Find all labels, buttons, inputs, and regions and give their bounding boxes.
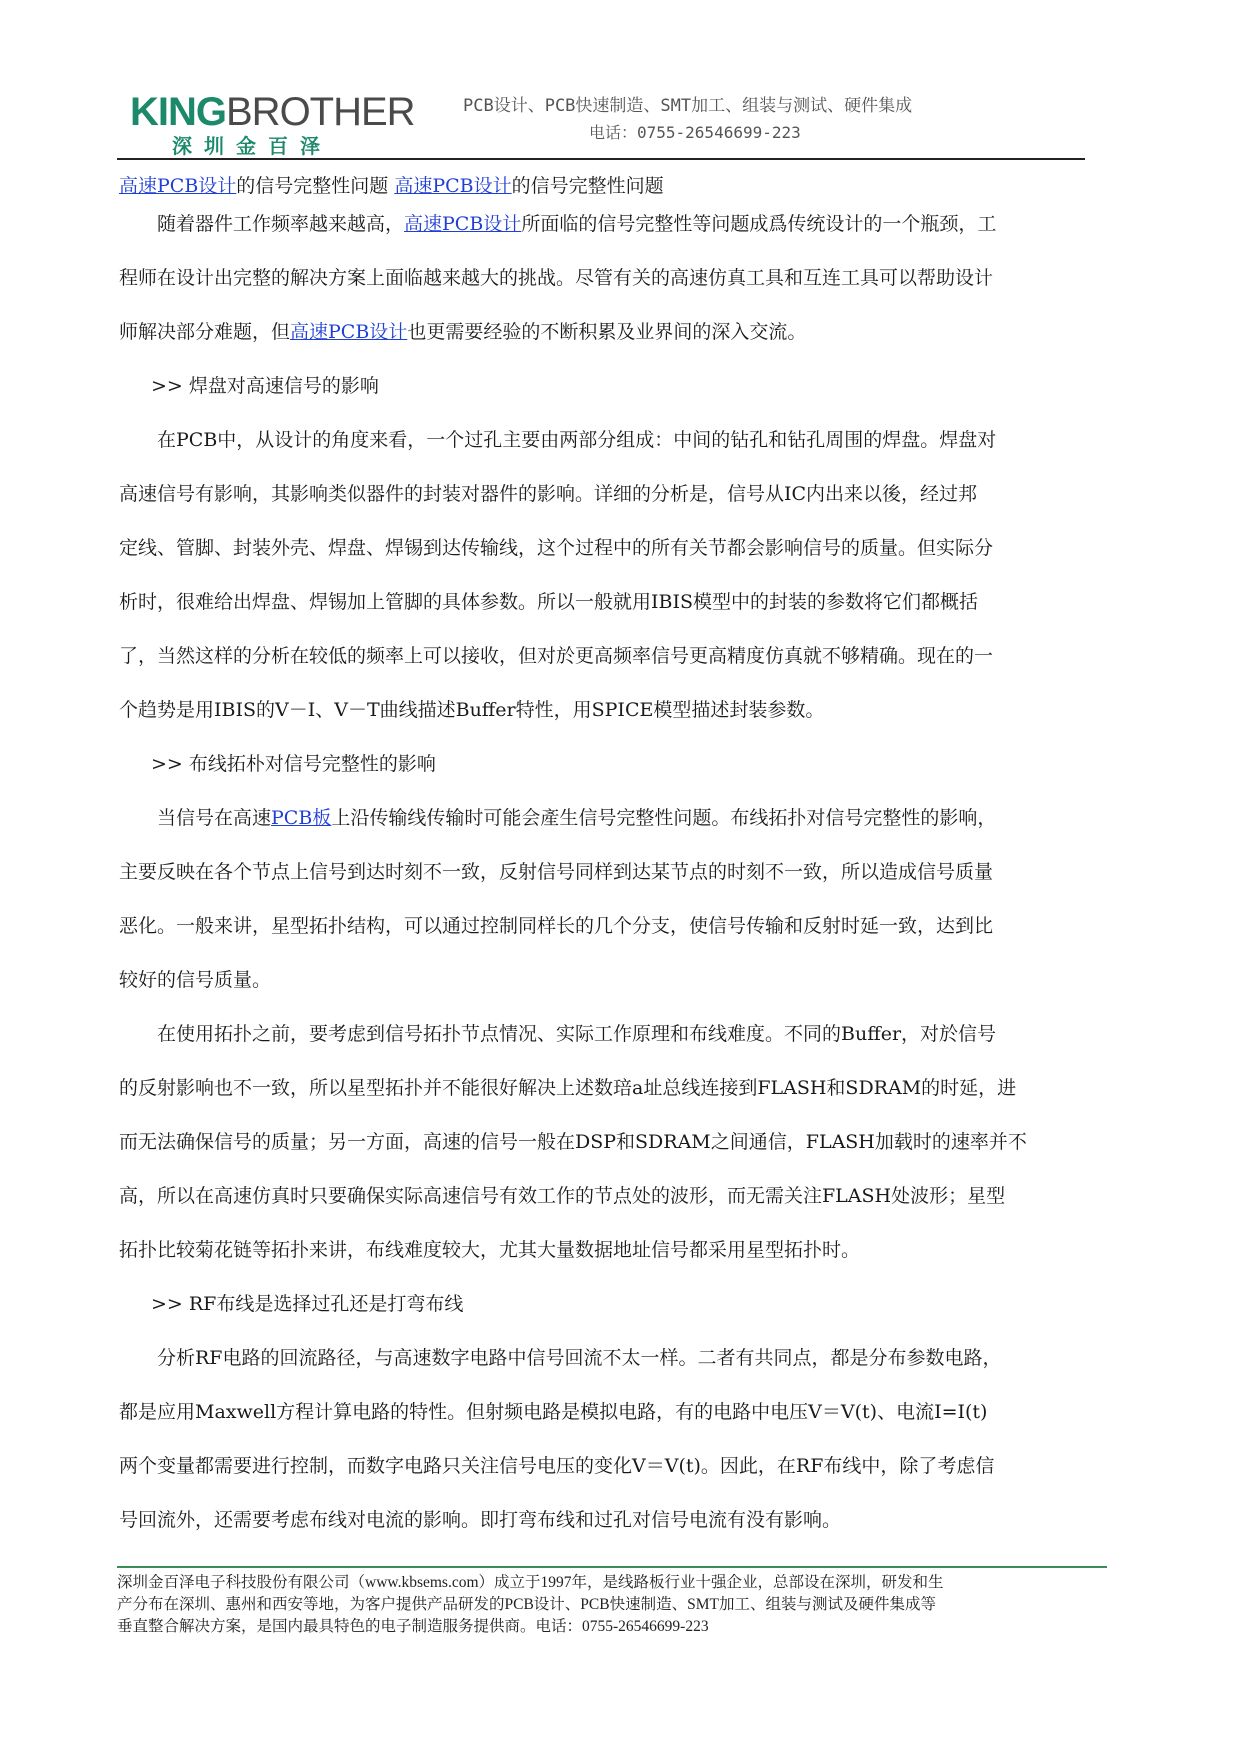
header-tagline: PCB设计、PCB快速制造、SMT加工、组装与测试、硬件集成 — [463, 96, 913, 116]
line-text: 定线、管脚、封装外壳、焊盘、焊锡到达传输线，这个过程中的所有关节都会影响信号的质量。但实际分 — [119, 537, 994, 559]
body-line — [119, 800, 1129, 854]
page-header — [117, 86, 1085, 158]
line-text: 两个变量都需要进行控制，而数字电路只关注信号电压的变化V＝V(t)。因此，在RF布线中，除了考虑信 — [119, 1455, 995, 1477]
body-line — [119, 908, 1129, 962]
body-line — [119, 530, 1129, 584]
article-body — [119, 168, 1129, 1556]
header-divider — [117, 158, 1085, 160]
footer-line: 产分布在深圳、惠州和西安等地，为客户提供产品研发的PCB设计、PCB快速制造、SMT加工、组装与测试及硬件集成等 — [117, 1596, 936, 1613]
logo-chinese-name: 深圳金百泽 — [172, 134, 332, 158]
line-text: 个趋势是用IBIS的V－I、V－T曲线描述Buffer特性，用SPICE模型描述封装参数。 — [119, 699, 825, 721]
body-line — [119, 638, 1129, 692]
body-line — [119, 1178, 1129, 1232]
line-text: 在PCB中，从设计的角度来看，一个过孔主要由两部分组成：中间的钻孔和钻孔周围的焊盘。焊盘对 — [157, 429, 997, 451]
line-text: 随着器件工作频率越来越高， — [157, 213, 405, 235]
body-line — [119, 260, 1129, 314]
kingbrother-logo — [130, 90, 420, 158]
line-text: 都是应用Maxwell方程计算电路的特性。但射频电路是模拟电路，有的电路中电压V＝V(t)、电流I=I(t) — [119, 1401, 988, 1423]
body-line — [119, 1340, 1129, 1394]
body-line — [119, 206, 1129, 260]
footer-divider — [117, 1566, 1107, 1568]
body-line — [119, 962, 1129, 1016]
line-text: 程师在设计出完整的解决方案上面临越来越大的挑战。尽管有关的高速仿真工具和互连工具可以帮助设计 — [119, 267, 994, 289]
line-text: 高，所以在高速仿真时只要确保实际高速信号有效工作的节点处的波形，而无需关注FLASH处波形；星型 — [119, 1185, 1006, 1207]
page-footer — [117, 1572, 1127, 1638]
line-text: 上沿传输线传输时可能会產生信号完整性问题。布线拓扑对信号完整性的影响， — [331, 807, 997, 829]
body-line — [119, 422, 1129, 476]
line-text: 的信号完整性问题 — [236, 175, 395, 197]
article-link[interactable]: 高速PCB设计 — [290, 321, 408, 343]
line-text: 所面临的信号完整性等问题成爲传统设计的一个瓶颈，工 — [521, 213, 997, 235]
body-line — [119, 854, 1129, 908]
line-text: >> 焊盘对高速信号的影响 — [151, 375, 379, 397]
article-link[interactable]: 高速PCB设计 — [394, 175, 512, 197]
logo-brother-text: BROTHER — [226, 90, 415, 134]
line-text: >> RF布线是选择过孔还是打弯布线 — [151, 1293, 464, 1315]
line-text: 而无法确保信号的质量；另一方面，高速的信号一般在DSP和SDRAM之间通信，FLASH加载时的速率并不 — [119, 1131, 1027, 1153]
line-text: 师解决部分难题，但 — [119, 321, 291, 343]
body-line — [119, 1016, 1129, 1070]
line-text: 高速信号有影响，其影响类似器件的封装对器件的影响。详细的分析是，信号从IC内出来以後，经过邦 — [119, 483, 978, 505]
line-text: 当信号在高速 — [157, 807, 272, 829]
header-phone: 电话：0755-26546699-223 — [589, 123, 801, 142]
line-text: 号回流外，还需要考虑布线对电流的影响。即打弯布线和过孔对信号电流有没有影响。 — [119, 1509, 842, 1531]
body-line — [119, 1232, 1129, 1286]
body-line — [119, 476, 1129, 530]
line-text: 的反射影响也不一致，所以星型拓扑并不能很好解决上述数琣a址总线连接到FLASH和SDRAM的时延，进 — [119, 1077, 1017, 1099]
body-line — [119, 1124, 1129, 1178]
line-text: 分析RF电路的回流路径，与高速数字电路中信号回流不太一样。二者有共同点，都是分布参数电路， — [157, 1347, 1002, 1369]
body-line — [119, 1070, 1129, 1124]
footer-line: 垂直整合解决方案，是国内最具特色的电子制造服务提供商。电话：0755-26546699-223 — [117, 1618, 709, 1635]
article-link[interactable]: 高速PCB设计 — [404, 213, 522, 235]
line-text: 在使用拓扑之前，要考虑到信号拓扑节点情况、实际工作原理和布线难度。不同的Buffer，对於信号 — [157, 1023, 997, 1045]
body-line — [119, 1502, 1129, 1556]
line-text: 恶化。一般来讲，星型拓扑结构，可以通过控制同样长的几个分支，使信号传输和反射时延一致，达到比 — [119, 915, 994, 937]
body-line — [119, 692, 1129, 746]
line-text: 也更需要经验的不断积累及业界间的深入交流。 — [407, 321, 807, 343]
body-line — [119, 584, 1129, 638]
line-text: 主要反映在各个节点上信号到达时刻不一致，反射信号同样到达某节点的时刻不一致，所以造成信号质量 — [119, 861, 994, 883]
section-heading-pads — [119, 368, 1129, 422]
section-heading-topology — [119, 746, 1129, 800]
footer-line: 深圳金百泽电子科技股份有限公司（www.kbsems.com）成立于1997年，是线路板行业十强企业，总部设在深圳，研发和生 — [117, 1574, 944, 1591]
logo-king-text: KING — [130, 90, 226, 134]
logo-wordmark — [130, 90, 415, 134]
line-text: 了，当然这样的分析在较低的频率上可以接收，但对於更高频率信号更高精度仿真就不够精确。现在的一 — [119, 645, 994, 667]
line-text: 拓扑比较菊花链等拓扑来讲，布线难度较大，尤其大量数据地址信号都采用星型拓扑时。 — [119, 1239, 861, 1261]
line-text: 的信号完整性问题 — [511, 175, 664, 197]
body-line — [119, 1448, 1129, 1502]
article-link[interactable]: PCB板 — [271, 807, 332, 829]
body-line — [119, 314, 1129, 368]
section-heading-rf — [119, 1286, 1129, 1340]
article-title-line — [119, 168, 1129, 206]
body-line — [119, 1394, 1129, 1448]
line-text: 较好的信号质量。 — [119, 969, 272, 991]
line-text: >> 布线拓朴对信号完整性的影响 — [151, 753, 436, 775]
line-text: 析时，很难给出焊盘、焊锡加上管脚的具体参数。所以一般就用IBIS模型中的封装的参数将它们都概括 — [119, 591, 978, 613]
article-link[interactable]: 高速PCB设计 — [119, 175, 237, 197]
